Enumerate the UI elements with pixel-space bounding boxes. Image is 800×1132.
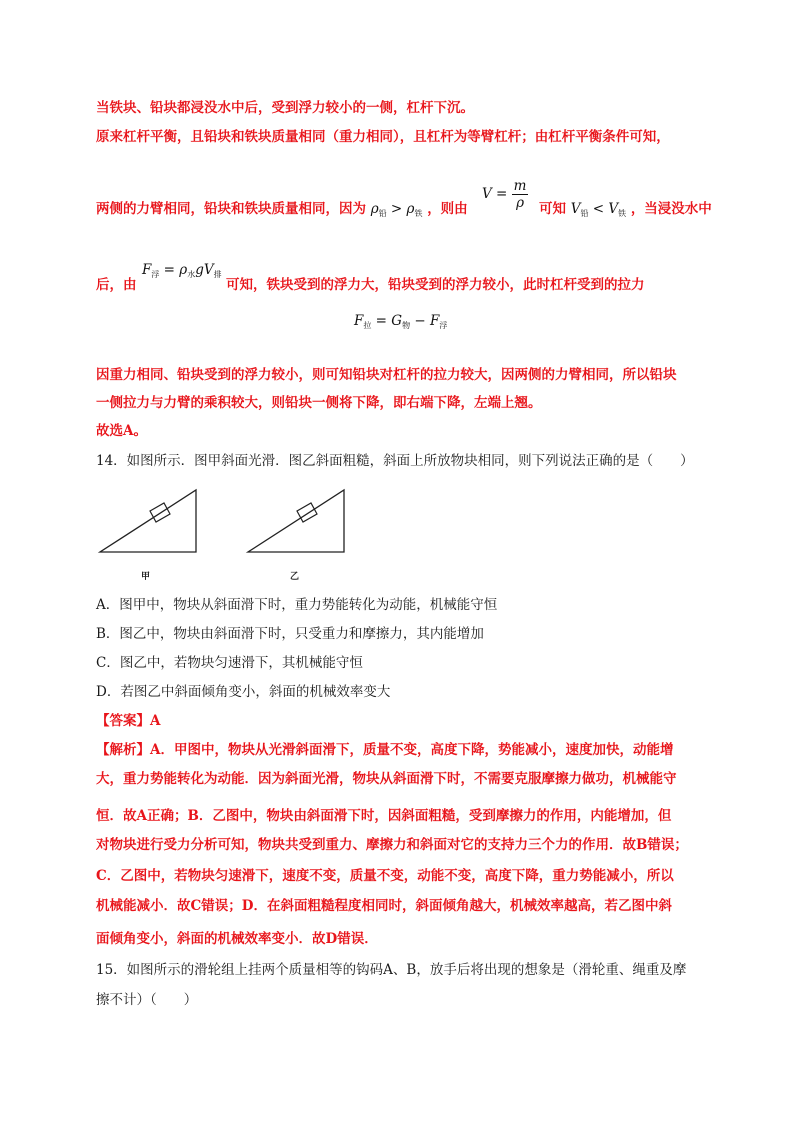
figure-label-jia: 甲 (141, 572, 151, 582)
density-inequality: $\rho_铅 > \rho_铁$ (370, 201, 423, 218)
analysis-text: ，则由 (427, 201, 468, 217)
analysis-line-3-end (539, 199, 712, 224)
analysis-line-6: 一侧拉力与力臂的乘积较大，则铅块一侧将下降，即右端下降，左端上翘。 (96, 395, 542, 411)
analysis-line-1: 当铁块、铅块都浸没水中后，受到浮力较小的一侧，杠杆下沉。 (96, 100, 474, 116)
solution-line-1: 【解析】A．甲图中，物块从光滑斜面滑下，质量不变，高度下降，势能减小，速度加快，动能增 (96, 742, 674, 758)
incline-figures (96, 484, 356, 584)
analysis-line-3 (96, 199, 468, 224)
analysis-text: ，当浸没水中 (630, 201, 712, 217)
analysis-text: 可知 (539, 201, 566, 217)
analysis-line-7: 故选A。 (96, 423, 147, 439)
option-d: D．若图乙中斜面倾角变小，斜面的机械效率变大 (96, 684, 391, 700)
incline-rough-figure (248, 490, 344, 552)
solution-line-6: 机械能减小．故C错误；D．在斜面粗糙程度相同时，斜面倾角越大，机械效率越高，若乙图中斜 (96, 898, 672, 914)
figure-label-yi: 乙 (290, 572, 300, 582)
answer-label: 【答案】A (96, 713, 161, 729)
solution-line-5: C．乙图中，若物块匀速滑下，速度不变，质量不变，动能不变，高度下降，重力势能减小，所以 (96, 868, 674, 884)
analysis-line-4-end: 可知，铁块受到的浮力大，铅块受到的浮力较小，此时杠杆受到的拉力 (226, 277, 645, 293)
option-a: A．图甲中，物块从斜面滑下时，重力势能转化为动能，机械能守恒 (96, 597, 498, 613)
analysis-text: 两侧的力臂相同，铅块和铁块质量相同，因为 (96, 201, 366, 217)
analysis-text: 后，由 (96, 277, 137, 293)
analysis-line-2: 原来杠杆平衡，且铅块和铁块质量相同（重力相同），且杠杆为等臂杠杆；由杠杆平衡条件可知， (96, 129, 670, 145)
option-c: C．图乙中，若物块匀速滑下，其机械能守恒 (96, 655, 363, 671)
question-15-line-1: 15．如图所示的滑轮组上挂两个质量相等的钩码A、B，放手后将出现的想象是（滑轮重、绳重及摩 (96, 962, 687, 978)
question-14-stem: 14．如图所示．图甲斜面光滑．图乙斜面粗糙，斜面上所放物块相同，则下列说法正确的是（ ） (96, 453, 694, 469)
solution-line-7: 面倾角变小，斜面的机械效率变小．故D错误． (96, 931, 378, 947)
option-b: B．图乙中，物块由斜面滑下时，只受重力和摩擦力，其内能增加 (96, 626, 484, 642)
solution-line-3: 恒．故A正确；B．乙图中，物块由斜面滑下时，因斜面粗糙，受到摩擦力的作用，内能增加，但 (96, 808, 672, 824)
solution-line-2: 大，重力势能转化为动能．因为斜面光滑，物块从斜面滑下时，不需要克服摩擦力做功，机械能守 (96, 771, 677, 787)
formula-tension: $F_拉 = G_物 - F_浮$ (354, 313, 448, 330)
volume-inequality: $V_铅 < V_铁$ (570, 201, 627, 218)
question-15-line-2: 擦不计）（ ） (96, 992, 198, 1008)
solution-line-4: 对物块进行受力分析可知，物块共受到重力、摩擦力和斜面对它的支持力三个力的作用．故B错误； (96, 837, 688, 853)
formula-buoyancy: $F_浮 = \rho_水gV_排$ (142, 262, 222, 279)
analysis-line-4 (96, 275, 137, 295)
incline-smooth-figure (100, 490, 196, 552)
formula-volume: V = $\frac{m}{\rho}$ (482, 178, 527, 211)
analysis-line-5: 因重力相同、铅块受到的浮力较小，则可知铅块对杠杆的拉力较大，因两侧的力臂相同，所以铅块 (96, 367, 677, 383)
